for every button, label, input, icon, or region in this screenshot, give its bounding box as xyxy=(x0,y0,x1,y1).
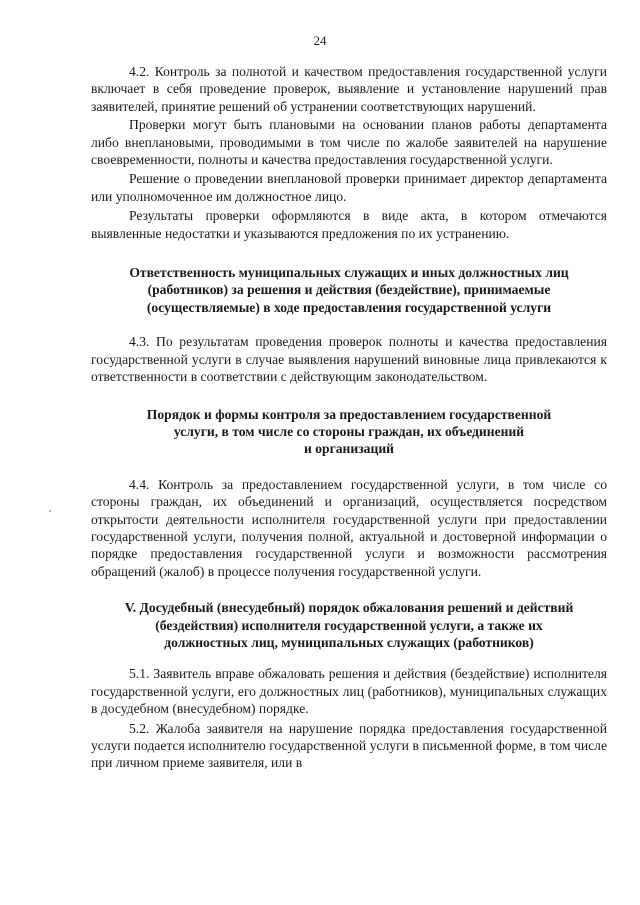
paragraph-inspection-results: Результаты проверки оформляются в виде акта, в котором отмечаются выявленные недостатки и указываются предложения по их устранению. xyxy=(91,208,607,241)
heading-line: Порядок и формы контроля за предоставлением государственной xyxy=(146,406,552,422)
heading-control-procedure xyxy=(91,406,607,458)
heading-line: V. Досудебный (внесудебный) порядок обжалования решений и действий xyxy=(124,600,574,616)
heading-line: (работников) за решения и действия (бездействие), принимаемые xyxy=(147,282,551,298)
heading-line: и организаций xyxy=(304,441,394,457)
heading-line: услуги, в том числе со стороны граждан, их объединений xyxy=(173,423,525,439)
paragraph-unscheduled-decision: Решение о проведении внеплановой проверки принимает директор департамента или уполномоченное им должностное лицо. xyxy=(91,171,607,204)
heading-line: должностных лиц, муниципальных служащих (работников) xyxy=(164,634,534,650)
heading-line: (осуществляемые) в ходе предоставления государственной услуги xyxy=(146,299,552,315)
heading-section-v xyxy=(91,599,607,651)
paragraph-4-2: 4.2. Контроль за полнотой и качеством предоставления государственной услуги включает в себя проведение проверок, выявление и установление нарушений прав заявителей, принятие решений об устранении соответствующих нарушений. xyxy=(91,64,607,114)
document-body xyxy=(91,63,607,772)
heading-line: (бездействия) исполнителя государственной услуги, а также их xyxy=(155,617,543,633)
scan-margin-mark xyxy=(49,510,51,512)
heading-responsibility xyxy=(91,264,607,316)
paragraph-5-2: 5.2. Жалоба заявителя на нарушение порядка предоставления государственной услуги подается исполнителю государственной услуги в письменной форме, в том числе при личном приеме заявителя, или в xyxy=(91,720,607,771)
paragraph-5-1: 5.1. Заявитель вправе обжаловать решения и действия (бездействие) исполнителя государственной услуги, его должностных лиц (работников), муниципальных служащих в досудебном (внесудебном) порядке. xyxy=(91,666,607,717)
paragraph-4-3: 4.3. По результатам проведения проверок полноты и качества предоставления государственной услуги в случае выявления нарушений виновные лица привлекаются к ответственности в соответствии с действующим законодательством. xyxy=(91,334,607,385)
page-number: 24 xyxy=(313,33,327,48)
paragraph-4-4: 4.4. Контроль за предоставлением государственной услуги, в том числе со стороны граждан, их объединений и организаций, осуществляется посредством открытости деятельности исполнителя государственной услуги при предоставлении государственной услуги, получения полной, актуальной и достоверной информации о порядке предоставления государственной услуги и возможности рассмотрения обращений (жалоб) в процессе получения государственной услуги. xyxy=(91,476,607,579)
paragraph-inspections: Проверки могут быть плановыми на основании планов работы департамента либо внеплановыми, проводимыми в том числе по жалобе заявителей на нарушение своевременности, полноты и качества предоставления государственной услуги. xyxy=(91,117,607,168)
heading-line: Ответственность муниципальных служащих и иных должностных лиц xyxy=(129,265,569,281)
